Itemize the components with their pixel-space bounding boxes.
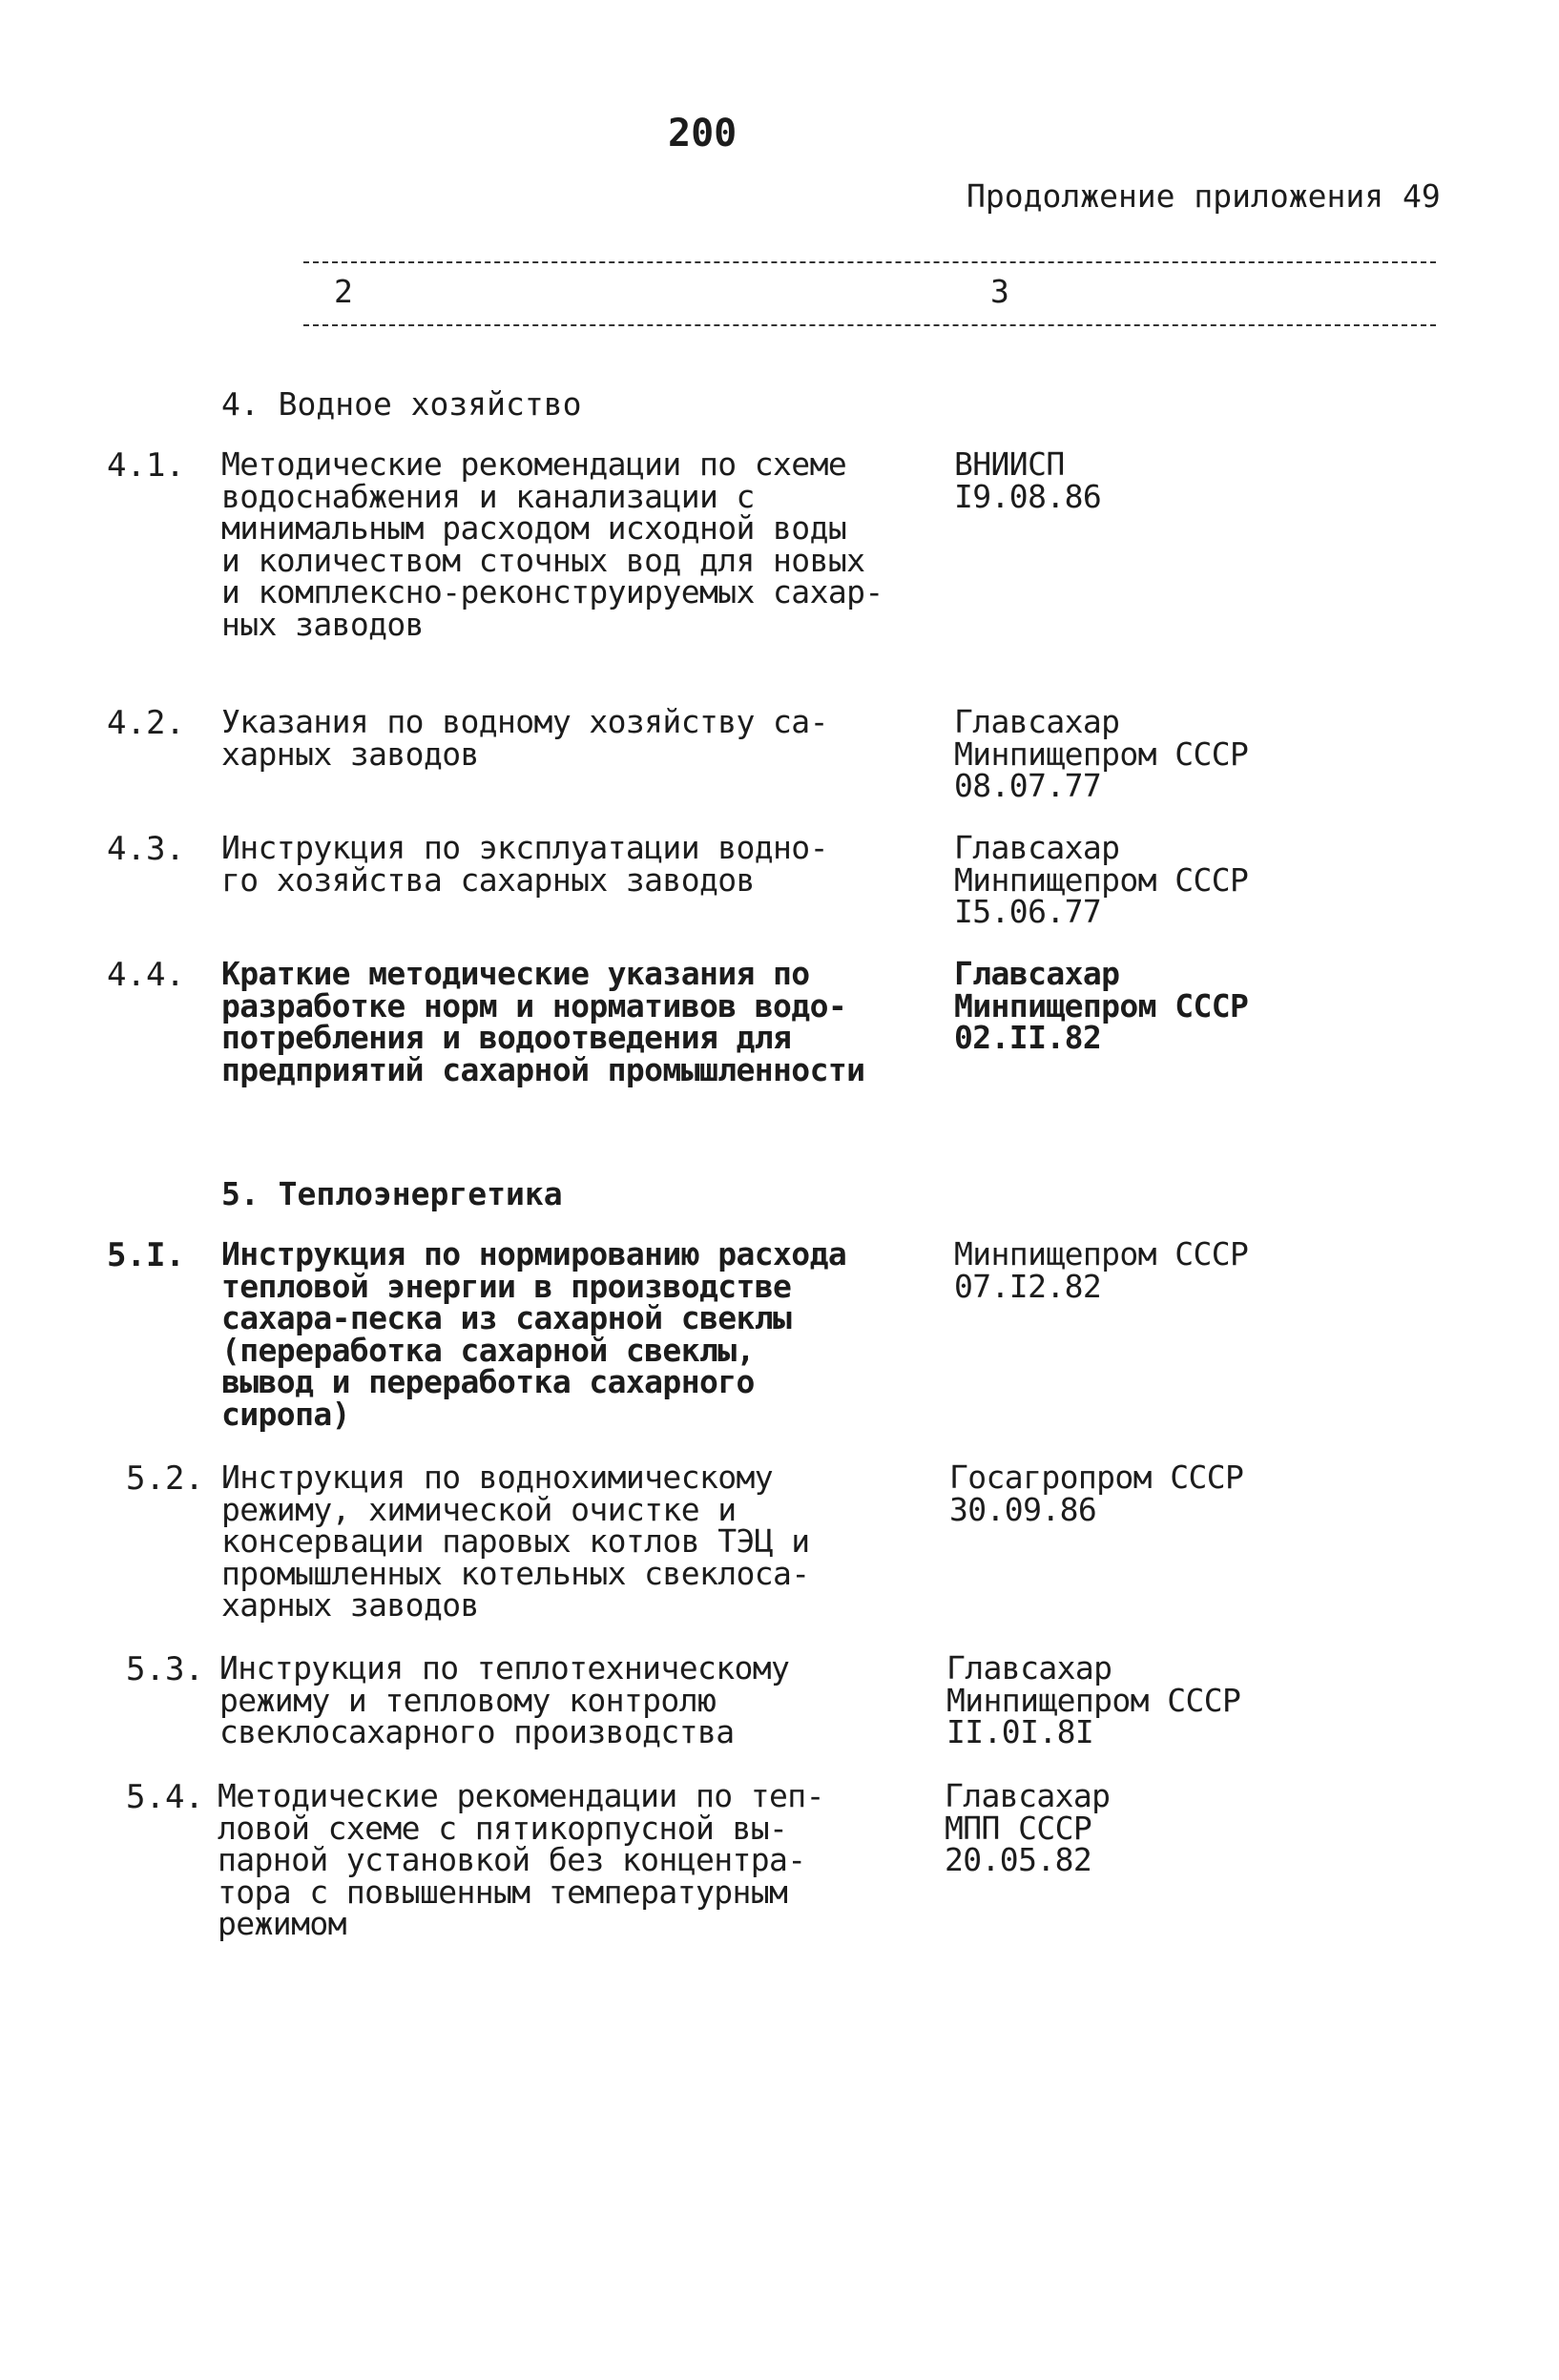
entry-number: 4.1. bbox=[107, 446, 185, 485]
entry-source: Главсахар Минпищепром СССР 08.07.77 bbox=[954, 703, 1249, 804]
entry-text: Инструкция по воднохимическому режиму, химической очистке и консервации паровых котлов ТЭЦ и промышленных котельных свеклоса- харных заводов bbox=[221, 1459, 810, 1624]
entry-source: Главсахар Минпищепром СССР II.0I.8I bbox=[946, 1649, 1241, 1750]
entry-text: Инструкция по эксплуатации водно- го хозяйства сахарных заводов bbox=[221, 829, 828, 899]
column-header-3: 3 bbox=[990, 273, 1009, 310]
entry-number: 5.4. bbox=[126, 1778, 204, 1816]
entry-number: 5.2. bbox=[126, 1459, 204, 1498]
table-header-rule bbox=[303, 324, 1436, 326]
entry-text: Инструкция по теплотехническому режиму и тепловому контролю свеклосахарного производства bbox=[219, 1649, 790, 1750]
entry-number: 4.3. bbox=[107, 830, 185, 868]
entry-text: Инструкция по нормированию расхода тепловой энергии в производстве сахара-песка из сахарной свеклы (переработка сахарной свеклы, вывод и переработка сахарного сиропа) bbox=[221, 1235, 847, 1433]
entry-source: Госагропром СССР 30.09.86 bbox=[949, 1459, 1244, 1528]
entry-number: 5.I. bbox=[107, 1236, 185, 1274]
table-top-rule bbox=[303, 261, 1436, 263]
entry-source: Минпищепром СССР 07.I2.82 bbox=[954, 1235, 1249, 1305]
entry-text: Краткие методические указания по разработке норм и нормативов водо- потребления и водоотведения для предприятий сахарной промышленности bbox=[221, 955, 865, 1088]
entry-number: 4.4. bbox=[107, 956, 185, 994]
entry-number: 4.2. bbox=[107, 704, 185, 742]
entry-source: Главсахар Минпищепром СССР 02.II.82 bbox=[954, 955, 1249, 1056]
entry-source: ВНИИСП I9.08.86 bbox=[954, 445, 1102, 515]
section-title-water: 4. Водное хозяйство bbox=[221, 385, 582, 423]
page-number: 200 bbox=[668, 112, 738, 155]
entry-text: Указания по водному хозяйству са- харных заводов bbox=[221, 703, 828, 773]
entry-text: Методические рекомендации по теп- ловой схеме с пятикорпусной вы- парной установкой без концентра- тора с повышенным температурным режимом bbox=[218, 1777, 824, 1942]
entry-source: Главсахар Минпищепром СССР I5.06.77 bbox=[954, 829, 1249, 930]
column-header-2: 2 bbox=[334, 273, 353, 310]
entry-source: Главсахар МПП СССР 20.05.82 bbox=[945, 1777, 1111, 1878]
entry-text: Методические рекомендации по схеме водоснабжения и канализации с минимальным расходом исходной воды и количеством сточных вод для новых и комплексно-реконструируемых сахар- ных заводов bbox=[221, 445, 883, 643]
continuation-caption: Продолжение приложения 49 bbox=[967, 177, 1441, 215]
section-title-heat: 5. Теплоэнергетика bbox=[221, 1175, 563, 1212]
entry-number: 5.3. bbox=[126, 1650, 204, 1688]
